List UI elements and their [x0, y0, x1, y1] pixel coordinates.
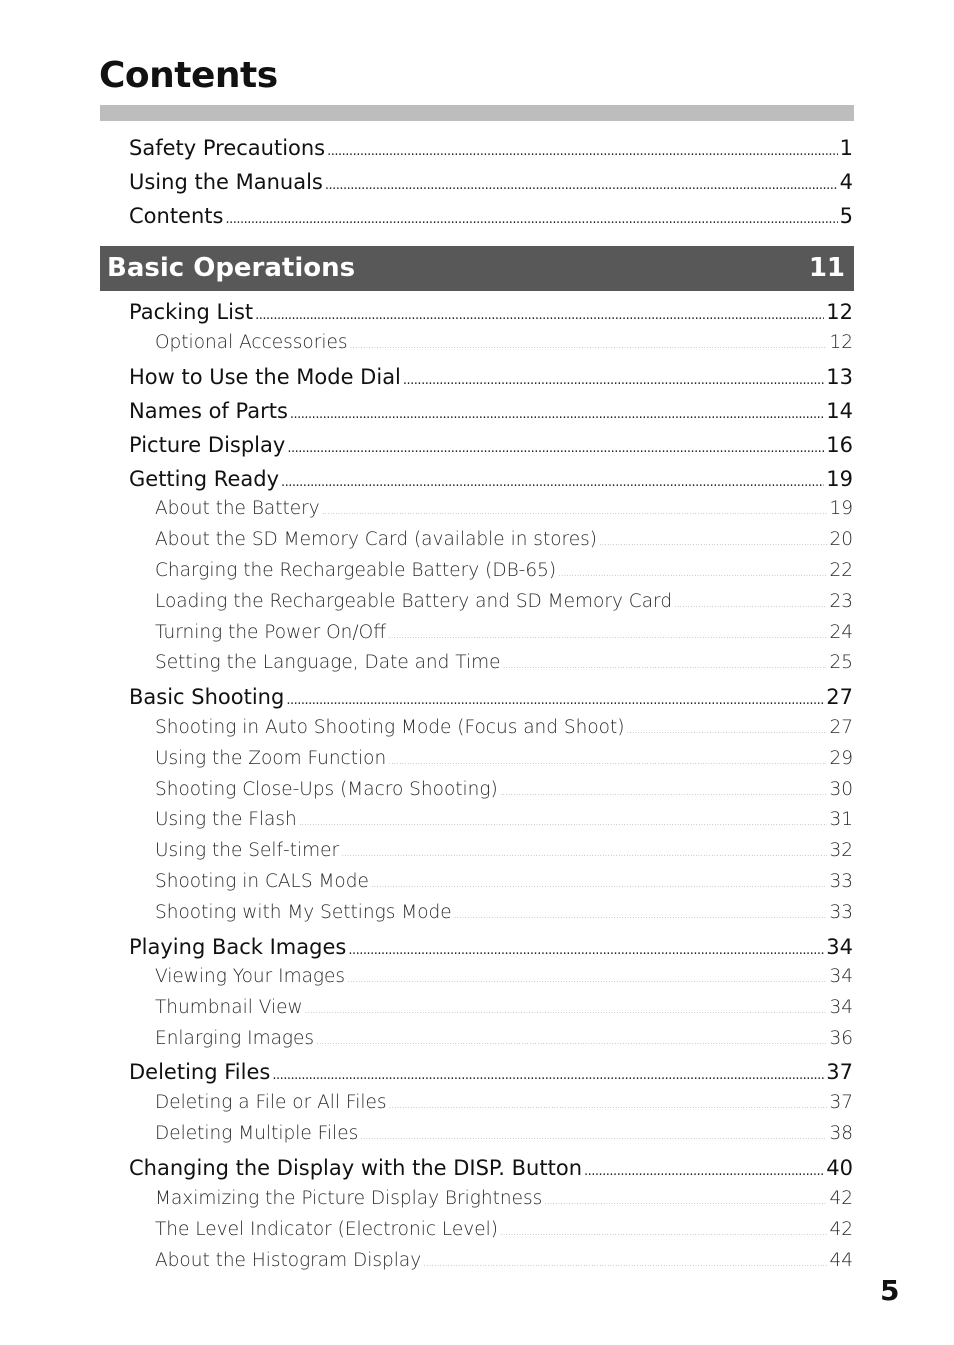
dot-leader [674, 592, 827, 618]
dot-leader [341, 841, 827, 867]
toc-entry-title: Picture Display [129, 433, 286, 457]
toc-entry-page: 4 [839, 170, 853, 194]
toc-entry[interactable] [129, 363, 853, 395]
dot-leader [350, 333, 828, 359]
toc-entry-page: 34 [829, 966, 853, 987]
dot-leader [287, 435, 824, 463]
dot-leader [388, 749, 827, 775]
toc-entry-page: 31 [829, 809, 853, 830]
toc-subentry[interactable] [155, 1217, 853, 1246]
toc-entry[interactable] [129, 397, 853, 429]
toc-entry-title: Changing the Display with the DISP. Button [129, 1156, 582, 1180]
toc-subentry[interactable] [155, 869, 853, 898]
dot-leader [360, 1124, 827, 1150]
dot-leader [325, 172, 838, 200]
toc-entry-title: Charging the Rechargeable Battery (DB-65) [155, 560, 557, 581]
toc-entry-title: Enlarging Images [155, 1028, 315, 1049]
toc-subentry[interactable] [155, 330, 853, 359]
dot-leader [286, 687, 824, 715]
toc-subentry[interactable] [155, 900, 853, 929]
toc-entry-page: 42 [829, 1188, 853, 1209]
toc-subentry[interactable] [155, 807, 853, 836]
toc-subentry[interactable] [155, 620, 853, 649]
dot-leader [305, 998, 828, 1024]
page-title: Contents [99, 55, 278, 96]
toc-entry-page: 34 [826, 935, 853, 959]
toc-entry-title: Using the Manuals [129, 170, 323, 194]
toc-entry-title: Maximizing the Picture Display Brightness [155, 1188, 543, 1209]
toc-subentry[interactable] [155, 1248, 853, 1277]
toc-entry-page: 37 [826, 1060, 853, 1084]
dot-leader [255, 302, 824, 330]
toc-subentry[interactable] [155, 527, 853, 556]
toc-entry-page: 22 [829, 560, 853, 581]
toc-subentry[interactable] [155, 746, 853, 775]
page-number: 5 [880, 1274, 900, 1307]
toc-subentry[interactable] [155, 1121, 853, 1150]
toc-entry[interactable] [129, 933, 853, 965]
toc-entry-title: The Level Indicator (Electronic Level) [155, 1219, 498, 1240]
toc-subentry[interactable] [155, 1186, 853, 1215]
dot-leader [316, 1029, 827, 1055]
toc-entry-title: Using the Zoom Function [155, 748, 387, 769]
toc-entry-page: 19 [826, 467, 853, 491]
toc-entry-page: 38 [829, 1123, 853, 1144]
toc-entry-page: 14 [826, 399, 853, 423]
toc-entry[interactable] [129, 683, 853, 715]
toc-entry[interactable] [129, 298, 853, 330]
toc-entry-title: How to Use the Mode Dial [129, 365, 401, 389]
dot-leader [281, 469, 824, 497]
toc-entry-page: 23 [829, 591, 853, 612]
dot-leader [389, 1093, 828, 1119]
toc-entry-title: About the Histogram Display [155, 1250, 422, 1271]
toc-entry-page: 40 [826, 1156, 853, 1180]
toc-entry-page: 34 [829, 997, 853, 1018]
toc-entry-title: About the SD Memory Card (available in stores) [155, 529, 597, 550]
toc-entry-title: Shooting in Auto Shooting Mode (Focus and Shoot) [155, 717, 625, 738]
dot-leader [500, 1220, 827, 1246]
toc-entry-title: Shooting Close-Ups (Macro Shooting) [155, 779, 498, 800]
toc-entry-title: Playing Back Images [129, 935, 347, 959]
dot-leader [299, 810, 828, 836]
toc-entry-page: 27 [829, 717, 853, 738]
section-page: 11 [808, 253, 845, 283]
toc-entry-title: Using the Self-timer [155, 840, 340, 861]
dot-leader [544, 1189, 827, 1215]
toc-entry-title: Deleting Files [129, 1060, 271, 1084]
toc-entry[interactable] [129, 1154, 853, 1186]
toc-entry-contents[interactable] [129, 202, 853, 234]
toc-entry-title: Setting the Language, Date and Time [155, 652, 501, 673]
toc-entry-page: 44 [829, 1250, 853, 1271]
toc-entry[interactable] [129, 1058, 853, 1090]
toc-entry-page: 13 [826, 365, 853, 389]
toc-subentry[interactable] [155, 777, 853, 806]
toc-entry-title: Turning the Power On/Off [155, 622, 386, 643]
toc-entry-page: 30 [829, 779, 853, 800]
toc-entry[interactable] [129, 431, 853, 463]
dot-leader [584, 1158, 824, 1186]
toc-entry-page: 16 [826, 433, 853, 457]
toc-entry-title: Optional Accessories [155, 332, 348, 353]
toc-entry-page: 12 [826, 300, 853, 324]
toc-entry-page: 42 [829, 1219, 853, 1240]
toc-entry-title: Packing List [129, 300, 254, 324]
toc-entry-title: About the Battery [155, 498, 320, 519]
toc-entry-page: 19 [829, 498, 853, 519]
toc-entry-page: 36 [829, 1028, 853, 1049]
toc-entry-title: Viewing Your Images [155, 966, 346, 987]
toc-subentry[interactable] [155, 995, 853, 1024]
toc-subentry[interactable] [155, 715, 853, 744]
toc-subentry[interactable] [155, 558, 853, 587]
toc-entry-page: 33 [829, 902, 853, 923]
dot-leader [225, 206, 837, 234]
toc-subentry[interactable] [155, 1026, 853, 1055]
dot-leader [388, 623, 828, 649]
toc-entry-page: 24 [829, 622, 853, 643]
toc-entry-title: Thumbnail View [155, 997, 303, 1018]
toc-entry-title: Deleting a File or All Files [155, 1092, 387, 1113]
toc-entry-title: Names of Parts [129, 399, 288, 423]
toc-entry-page: 25 [829, 652, 853, 673]
toc-entry-page: 5 [839, 204, 853, 228]
toc-entry-title: Contents [129, 204, 224, 228]
toc-subentry[interactable] [155, 650, 853, 679]
dot-leader [371, 872, 828, 898]
toc-entry-page: 20 [829, 529, 853, 550]
toc-entry-page: 33 [829, 871, 853, 892]
title-rule [100, 105, 854, 121]
toc-entry-title: Deleting Multiple Files [155, 1123, 359, 1144]
dot-leader [327, 138, 837, 166]
toc-entry-title: Getting Ready [129, 467, 280, 491]
dot-leader [403, 367, 824, 395]
toc-subentry[interactable] [155, 964, 853, 993]
toc-entry[interactable] [129, 465, 853, 497]
toc-entry-title: Basic Shooting [129, 685, 285, 709]
toc-subentry[interactable] [155, 589, 853, 618]
dot-leader [626, 718, 827, 744]
dot-leader [272, 1062, 824, 1090]
dot-leader [558, 561, 827, 587]
toc-entry-safety-precautions[interactable] [129, 134, 853, 166]
toc-entry-title: Using the Flash [155, 809, 297, 830]
toc-entry-title: Shooting in CALS Mode [155, 871, 369, 892]
toc-entry-page: 37 [829, 1092, 853, 1113]
dot-leader [599, 530, 827, 556]
toc-entry-page: 1 [839, 136, 853, 160]
dot-leader [423, 1251, 827, 1277]
dot-leader [290, 401, 824, 429]
toc-entry-page: 12 [829, 332, 853, 353]
section-header-basic-operations[interactable] [100, 246, 854, 291]
dot-leader [347, 967, 827, 993]
dot-leader [348, 937, 824, 965]
toc-entry-page: 29 [829, 748, 853, 769]
toc-entry-page: 27 [826, 685, 853, 709]
toc-entry-title: Loading the Rechargeable Battery and SD Memory Card [155, 591, 673, 612]
toc-subentry[interactable] [155, 1090, 853, 1119]
section-title: Basic Operations [107, 253, 356, 283]
dot-leader [322, 499, 828, 525]
dot-leader [454, 903, 828, 929]
dot-leader [503, 653, 828, 679]
toc-subentry[interactable] [155, 838, 853, 867]
dot-leader [500, 780, 828, 806]
toc-entry-title: Shooting with My Settings Mode [155, 902, 452, 923]
toc-entry-title: Safety Precautions [129, 136, 326, 160]
toc-entry-using-the-manuals[interactable] [129, 168, 853, 200]
toc-entry-page: 32 [829, 840, 853, 861]
toc-subentry[interactable] [155, 496, 853, 525]
